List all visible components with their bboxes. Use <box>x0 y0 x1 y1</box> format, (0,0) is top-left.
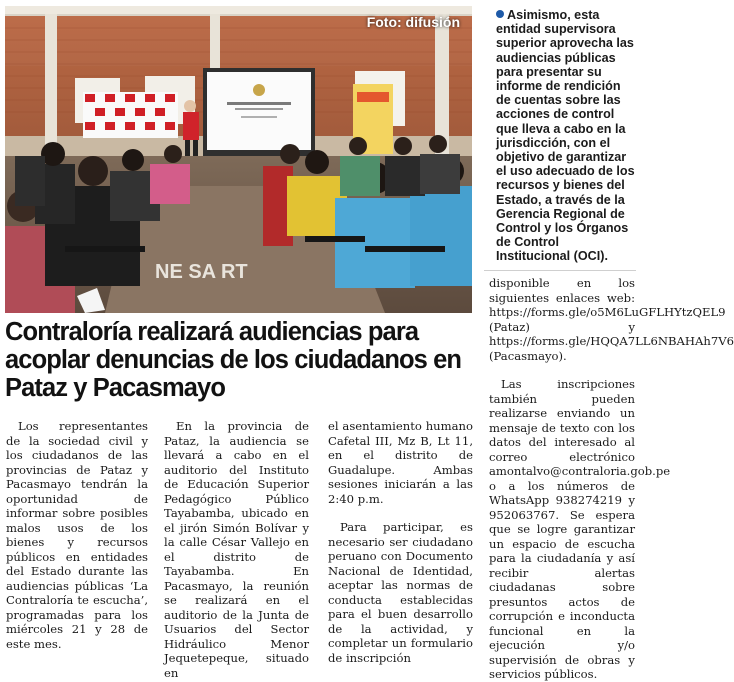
sidebar-text: Asimismo, esta entidad supervisora superior aprovecha las audiencias públicas para presentar su informe de rendición de cuentas sobre las acciones de control que lleva a cabo en la jurisdicción, con el objetivo de garantizar el uso adecuado de los recursos y bienes del Estado, a través de la Gerencia Regional de Control y los Órganos de Control Institucional (OCI). <box>496 8 635 264</box>
paragraph: Las inscripciones también pueden realizarse enviando un mensaje de texto con los datos del interesado al correo electrónico amontalvo@contraloria.gob.pe o a los números de WhatsApp 938274219 y 952063767. Se espera que se logre garantizar un espacio de escucha para la ciudadanía y así recibir alertas ciudadanas sobre presuntos actos de corrupción e inconducta funcional en la ejecución y/o supervisión de obras y servicios públicos. <box>489 377 671 681</box>
paragraph: Para participar, es necesario ser ciudadano peruano con Documento Nacional de Identidad, aceptar las normas de conducta establecidas para el buen desarrollo de la actividad, y completar un formulario de inscripción <box>328 520 473 665</box>
photo-credit: Foto: difusión <box>366 14 460 30</box>
article-column-4 <box>489 276 734 682</box>
headline: Contraloría realizará audiencias para acoplar denuncias de los ciudadanos en Pataz y Pacasmayo <box>5 318 462 402</box>
bullet-icon <box>496 10 504 18</box>
sidebar-text-block <box>496 8 636 264</box>
divider <box>484 270 636 271</box>
floor-lettering: NE SA RT <box>155 261 248 283</box>
article-column-1 <box>6 419 148 651</box>
article-column-2 <box>164 419 309 680</box>
paragraph: disponible en los siguientes enlaces web: https://forms.gle/o5M6LuGFLHYtzQEL9 (Pataz) y https://forms.gle/HQQA7LL6NBAHAh7V6 (Pacasmayo). <box>489 276 734 363</box>
article-column-3 <box>328 419 473 665</box>
paragraph: En la provincia de Pataz, la audiencia se llevará a cabo en el auditorio del Instituto de Educación Superior Pedagógico Público Tayabamba, ubicado en el jirón Simón Bolívar y la calle César Vallejo en el distrito de Tayabamba. En Pacasmayo, la reunión se realizará en el auditorio de la Junta de Usuarios del Sector Hidráulico Menor Jequetepeque, situado en <box>164 419 309 680</box>
auditorium-illustration <box>5 6 472 313</box>
paragraph: Los representantes de la sociedad civil y los ciudadanos de las provincias de Pataz y Pacasmayo tendrán la oportunidad de informar sobre posibles malos usos de los bienes y recursos públicos en entidades del Estado durante las audiencias públicas ‘La Contraloría te escucha’, programadas para los miércoles 21 y 28 de este mes. <box>6 419 148 651</box>
paragraph: el asentamiento humano Cafetal III, Mz B, Lt 11, en el distrito de Guadalupe. Ambas sesiones iniciarán a las 2:40 p.m. <box>328 419 473 506</box>
news-photo <box>5 6 472 313</box>
